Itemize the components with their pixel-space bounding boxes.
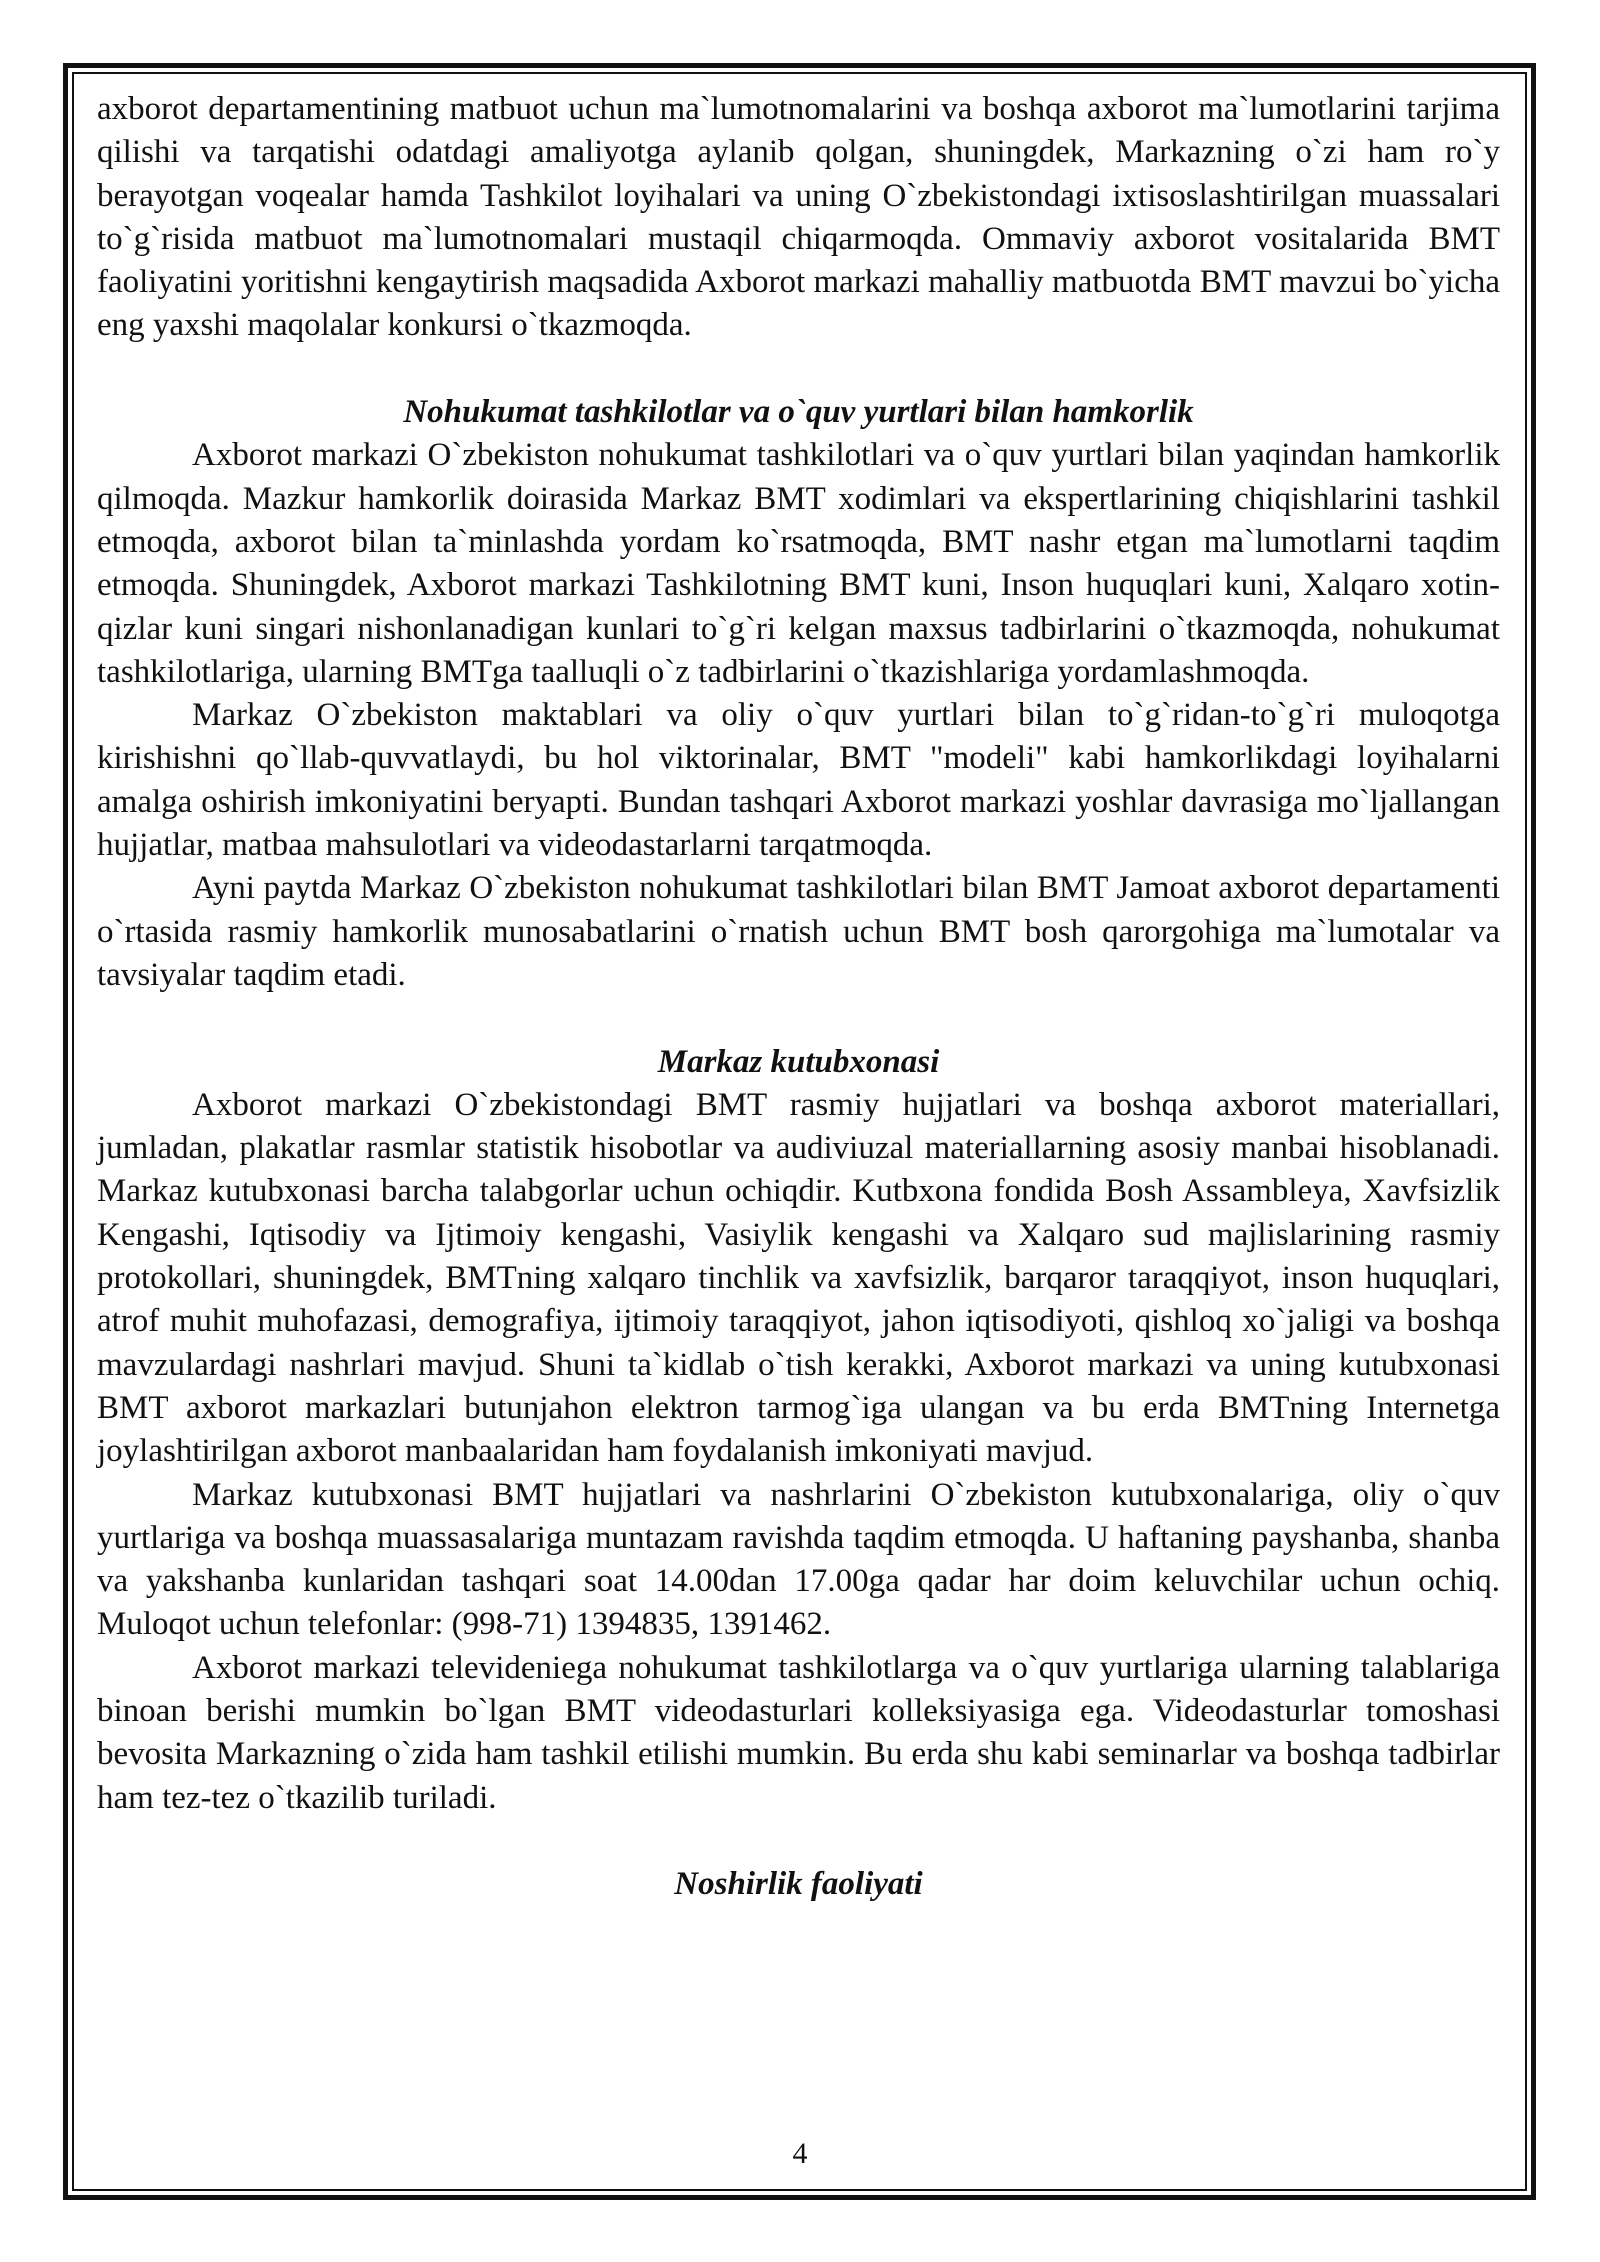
section-heading-cooperation: Nohukumat tashkilotlar va o`quv yurtlari bilan hamkorlik bbox=[403, 394, 1194, 431]
document-body bbox=[97, 88, 1500, 1906]
library-paragraph-1: Axborot markazi O`zbekistondagi BMT rasmiy hujjatlari va boshqa axborot materiallari, jumladan, plakatlar rasmlar statistik hisobotlar va audiviuzal materiallarning asosiy manbai hisoblanadi. Markaz kutubxonasi barcha talabgorlar uchun ochiqdir. Kutbxona fondida Bosh Assambleya, Xavfsizlik Kengashi, Iqtisodiy va Ijtimoiy kengashi, Vasiylik kengashi va Xalqaro sud majlislarining rasmiy protokollari, shuningdek, BMTning xalqaro tinchlik va xavfsizlik, barqaror taraqqiyot, inson huquqlari, atrof muhit muhofazasi, demografiya, ijtimoiy taraqqiyot, jahon iqtisodiyoti, qishloq xo`jaligi va boshqa mavzulardagi nashrlari mavjud. Shuni ta`kidlab o`tish kerakki, Axborot markazi va uning kutubxonasi BMT axborot markazlari butunjahon elektron tarmog`iga ulangan va bu erda BMTning Internetga joylashtirilgan axborot manbaalaridan ham foydalanish imkoniyati mavjud. bbox=[97, 1086, 1500, 1470]
section-heading-publishing: Noshirlik faoliyati bbox=[674, 1866, 923, 1903]
intro-paragraph: axborot departamentining matbuot uchun ma`lumotnomalarini va boshqa axborot ma`lumotlarini tarjima qilishi va tarqatishi odatdagi amaliyotga aylanib qolgan, shuningdek, Markazning o`zi ham ro`y berayotgan voqealar hamda Tashkilot loyihalari va uning O`zbekistondagi ixtisoslashtirilgan muassalari to`g`risida matbuot ma`lumotnomalari mustaqil chiqarmoqda. Ommaviy axborot vositalarida BMT faoliyatini yoritishni kengaytirish maqsadida Axborot markazi mahalliy matbuotda BMT mavzui bo`yicha eng yaxshi maqolalar konkursi o`tkazmoqda. bbox=[97, 91, 1500, 344]
spacer bbox=[97, 1820, 1500, 1863]
spacer bbox=[97, 348, 1500, 391]
library-paragraph-2: Markaz kutubxonasi BMT hujjatlari va nashrlarini O`zbekiston kutubxonalariga, oliy o`quv yurtlariga va boshqa muassasalariga muntazam ravishda taqdim etmoqda. U haftaning payshanba, shanba va yakshanba kunlaridan tashqari soat 14.00dan 17.00ga qadar har doim keluvchilar uchun ochiq. Muloqot uchun telefonlar: (998-71) 1394835, 1391462. bbox=[97, 1476, 1500, 1643]
spacer bbox=[97, 997, 1500, 1040]
cooperation-paragraph-2: Markaz O`zbekiston maktablari va oliy o`quv yurtlari bilan to`g`ridan-to`g`ri muloqotga kirishishni qo`llab-quvvatlaydi, bu hol viktorinalar, BMT "modeli" kabi hamkorlikdagi loyihalarni amalga oshirish imkoniyatini beryapti. Bundan tashqari Axborot markazi yoshlar davrasiga mo`ljallangan hujjatlar, matbaa mahsulotlari va videodastarlarni tarqatmoqda. bbox=[97, 697, 1500, 864]
library-paragraph-3: Axborot markazi televideniega nohukumat tashkilotlarga va o`quv yurtlariga ularning talablariga binoan berishi mumkin bo`lgan BMT videodasturlari kolleksiyasiga ega. Videodasturlar tomoshasi bevosita Markazning o`zida ham tashkil etilishi mumkin. Bu erda shu kabi seminarlar va boshqa tadbirlar ham tez-tez o`tkazilib turiladi. bbox=[97, 1649, 1500, 1816]
cooperation-paragraph-1: Axborot markazi O`zbekiston nohukumat tashkilotlari va o`quv yurtlari bilan yaqindan hamkorlik qilmoqda. Mazkur hamkorlik doirasida Markaz BMT xodimlari va ekspertlarining chiqishlarini tashkil etmoqda, axborot bilan ta`minlashda yordam ko`rsatmoqda, BMT nashr etgan ma`lumotlarni taqdim etmoqda. Shuningdek, Axborot markazi Tashkilotning BMT kuni, Inson huquqlari kuni, Xalqaro xotin-qizlar kuni singari nishonlanadigan kunlari to`g`ri kelgan maxsus tadbirlarini o`tkazmoqda, nohukumat tashkilotlariga, ularning BMTga taalluqli o`z tadbirlarini o`tkazishlariga yordamlashmoqda. bbox=[97, 437, 1500, 690]
page-number: 4 bbox=[792, 2137, 808, 2170]
section-heading-library: Markaz kutubxonasi bbox=[657, 1043, 940, 1080]
cooperation-paragraph-3: Ayni paytda Markaz O`zbekiston nohukumat tashkilotlari bilan BMT Jamoat axborot departamenti o`rtasida rasmiy hamkorlik munosabatlarini o`rnatish uchun BMT bosh qarorgohiga ma`lumotalar va tavsiyalar taqdim etadi. bbox=[97, 870, 1500, 993]
